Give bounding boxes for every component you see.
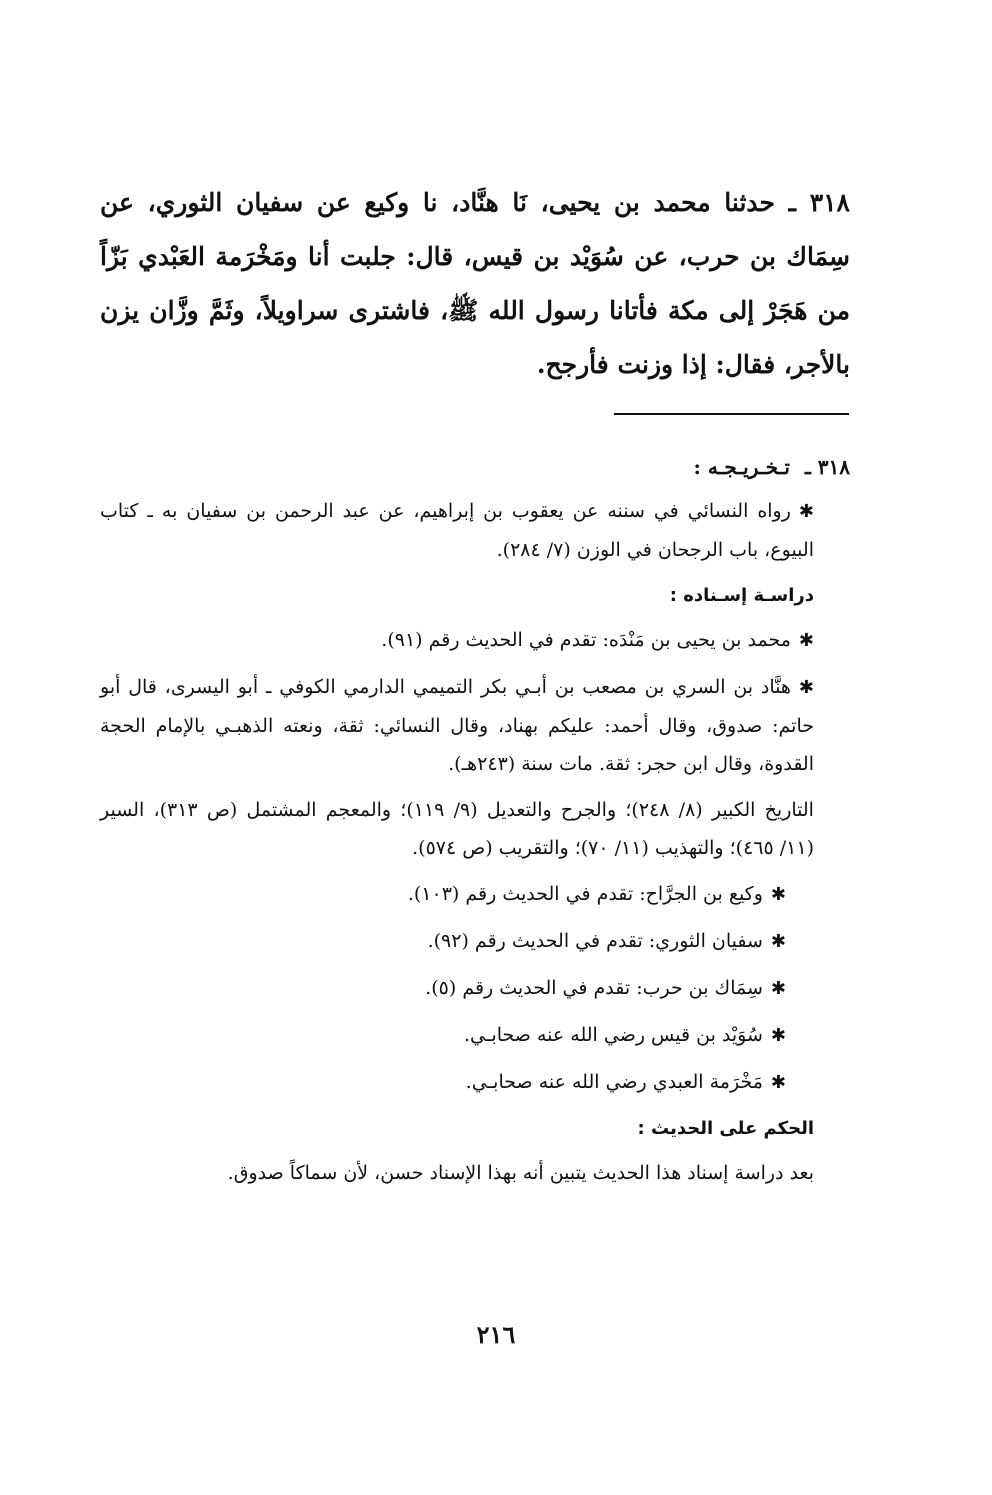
dirasa-heading: دراسـة إسـناده :	[669, 585, 814, 606]
narrator-text: هنَّاد بن السري بن مصعب بن أبـي بكر التميمي الدارمي الكوفي ـ أبو اليسرى، قال أبو حاتم: صدوق، وقال أحمد: عليكم بهناد، وقال النسائي: ثقة، ونعته الذهبـي بالإمام الحجة القدوة، وقال ابن حجر: ثقة. مات سنة (٢٤٣هـ).	[100, 676, 814, 775]
sources-paragraph	[100, 791, 850, 867]
hadith-number: ٣١٨	[809, 188, 850, 217]
narrator-item	[100, 922, 850, 961]
narrator-text: سِمَاك بن حرب: تقدم في الحديث رقم (٥).	[425, 977, 763, 999]
footnote-divider	[614, 413, 849, 415]
narrator-item	[100, 621, 850, 660]
narrator-item	[100, 875, 850, 914]
footnote-title	[100, 448, 850, 486]
hadith-body: ـ حدثنا محمد بن يحيى، نَا هنَّاد، نا وكيع عن سفيان الثوري، عن سِمَاك بن حرب، عن سُوَيْد بن قيس، قال: جلبت أنا ومَخْرَمة العَبْدي بَزّاً من هَجَرْ إلى مكة فأتانا رسول الله ﷺ، فاشترى سراويلاً، وثَمَّ وزَّان يزن بالأجر، فقال: إذا وزنت فأرجح.	[100, 188, 850, 379]
star-bullet-icon: ✱	[770, 884, 786, 905]
narrator-text: مَخْرَمة العبدي رضي الله عنه صحابـي.	[465, 1071, 763, 1093]
star-bullet-icon: ✱	[798, 677, 814, 698]
page-number: ٢١٦	[476, 1320, 516, 1349]
narrator-text: سفيان الثوري: تقدم في الحديث رقم (٩٢).	[427, 930, 763, 952]
takhrij-text: رواه النسائي في سننه عن يعقوب بن إبراهيم، عن عبد الرحمن بن سفيان به ـ كتاب البيوع، باب الرجحان في الوزن (٧/ ٢٨٤).	[100, 500, 814, 561]
narrator-item	[100, 969, 850, 1008]
star-bullet-icon: ✱	[770, 1072, 786, 1093]
narrator-item	[100, 1063, 850, 1102]
footnote-number: ٣١٨ ـ	[804, 455, 850, 479]
narrator-text: سُوَيْد بن قيس رضي الله عنه صحابـي.	[464, 1024, 763, 1046]
takhrij-paragraph	[100, 492, 850, 569]
narrator-item	[100, 668, 850, 783]
narrator-text: وكيع بن الجرَّاح: تقدم في الحديث رقم (١٠٣).	[407, 883, 763, 905]
star-bullet-icon: ✱	[770, 978, 786, 999]
sources-text: التاريخ الكبير (٨/ ٢٤٨)؛ والجرح والتعديل (٩/ ١١٩)؛ والمعجم المشتمل (ص ٣١٣)، السير (١١/ ٤٦٥)؛ والتهذيب (١١/ ٧٠)؛ والتقريب (ص ٥٧٤).	[100, 799, 814, 859]
star-bullet-icon: ✱	[798, 630, 814, 651]
hukm-text: بعد دراسة إسناد هذا الحديث يتبين أنه بهذا الإسناد حسن، لأن سماكاً صدوق.	[227, 1162, 814, 1184]
hukm-paragraph	[100, 1154, 850, 1192]
star-bullet-icon: ✱	[770, 931, 786, 952]
hadith-text	[100, 176, 850, 392]
narrator-text: محمد بن يحيى بن مَنْدَه: تقدم في الحديث رقم (٩١).	[381, 629, 791, 651]
footnotes-section	[100, 448, 850, 1200]
star-bullet-icon: ✱	[770, 1025, 786, 1046]
star-bullet-icon: ✱	[798, 501, 814, 522]
takhrij-heading: تـخـريـجـه :	[693, 455, 790, 479]
hukm-heading: الحكم على الحديث :	[637, 1118, 814, 1139]
narrator-item	[100, 1016, 850, 1055]
